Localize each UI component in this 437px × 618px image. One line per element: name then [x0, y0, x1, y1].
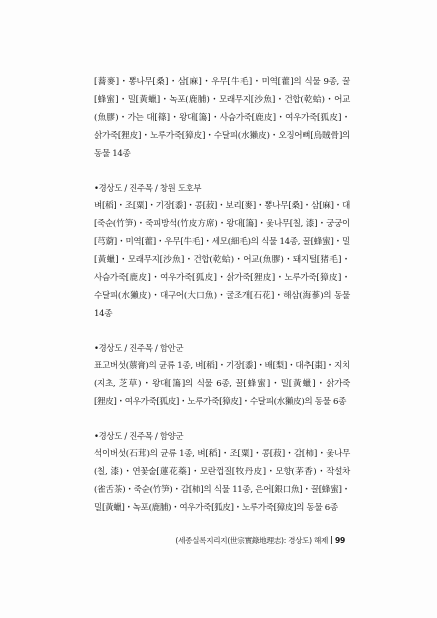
page-body: [94, 73, 350, 517]
section-heading: •경상도 / 진주목 / 함양군: [94, 431, 184, 441]
section-changwon: [94, 179, 350, 323]
section-hamyang: [94, 427, 350, 517]
page-number: 99: [335, 536, 345, 545]
section-haman: [94, 339, 350, 411]
section-paragraph: 석이버섯(石茸)의 균류 1종, 벼[稻]・조[粟]・콩[菽]・감[柿]・옻나무(칠, 漆)・연꽃술[蓮花蘂]・모란껍질[牧丹皮]・모향(茅香)・작설차(雀舌茶)・죽순(竹笋)・감[柿]의 식물 11종, 은어[銀口魚]・꿀[蜂蜜]・밀[黃蠟]・녹포(鹿脯)・여우가죽[狐皮]・노루가죽[獐皮]의 동물 6종: [94, 449, 350, 513]
footer-divider: [331, 536, 332, 544]
running-title: (세종실록지리지(世宗實錄地理志): 경상도) 해제: [175, 536, 329, 545]
section-paragraph: 벼[稻]・조[粟]・기장[黍]・콩[菽]・보리[麥]・뽕나무[桑]・삼[麻]・대[죽순(竹笋)・죽피방석(竹皮方席)・왕대[簜]・옻나무[칠, 漆]・궁궁이[芎藭]・미역[藿]・우무[牛毛]・세모(細毛)의 식물 14종, 꿀[蜂蜜]・밀[黃蠟]・모래무지[沙魚]・건합(乾蛤)・어교(魚膠)・돼지털[猪毛]・사슴가죽[鹿皮]・여우가죽[狐皮]・삵가죽[狸皮]・노루가죽[獐皮]・수달피(水獺皮)・대구어(大口魚)・굴조개[石花]・해삼(海蔘)의 동물 14종: [94, 201, 350, 319]
intro-paragraph: [蕎麥]・뽕나무[桑]・삼[麻]・우무[牛毛]・미역[藿]의 식물 9종, 꿀[蜂蜜]・밀[黃蠟]・녹포(鹿脯)・모래무지[沙魚]・건합(乾蛤)・어교(魚膠)・가는 대[篠]・왕대[簜]・사슴가죽[鹿皮]・여우가죽[狐皮]・삵가죽[狸皮]・노루가죽[獐皮]・수달피(水獺皮)・오징어뼈[烏賊骨]의 동물 14종: [94, 77, 350, 159]
section-heading: •경상도 / 진주목 / 창원 도호부: [94, 183, 202, 193]
section-heading: •경상도 / 진주목 / 함안군: [94, 343, 184, 353]
section-paragraph: 표고버섯(蔈膏)의 균류 1종, 벼[稻]・기장[黍]・배[梨]・대추[棗]・지치(지초, 芝草)・왕대[簜]의 식물 6종, 꿀[蜂蜜]・밀[黃蠟]・삵가죽[狸皮]・여우가죽[狐皮]・노루가죽[獐皮]・수달피(水獺皮)의 동물 6종: [94, 361, 350, 407]
page-footer: [175, 535, 345, 546]
